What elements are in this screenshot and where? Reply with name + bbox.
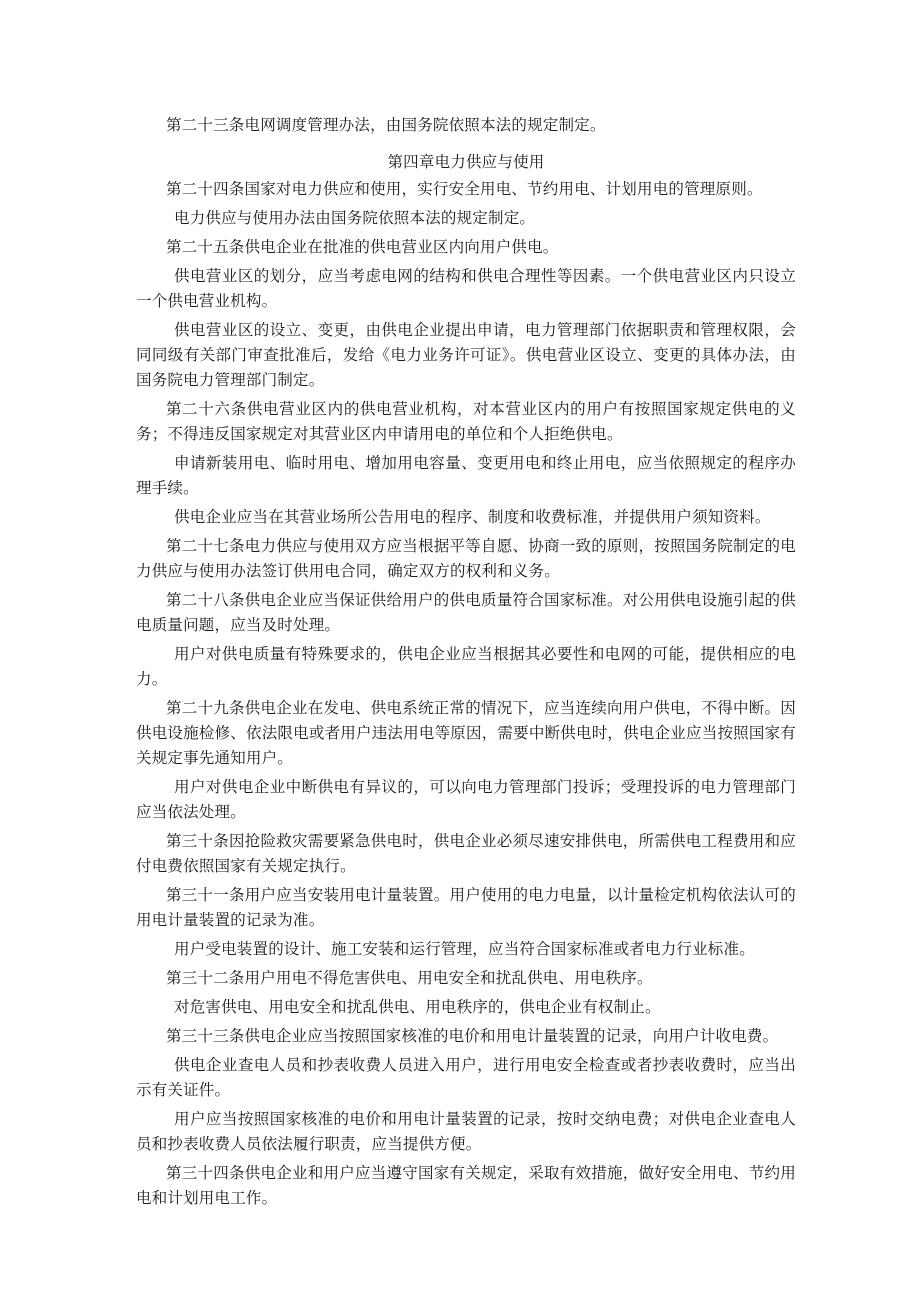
article-30-paragraph: 第三十条因抢险救灾需要紧急供电时，供电企业必须尽速安排供电，所需供电工程费用和应付电费依照国家有关规定执行。 bbox=[136, 832, 796, 875]
article-33-paragraph: 第三十三条供电企业应当按照国家核准的电价和用电计量装置的记录，向用户计收电费。 bbox=[166, 1027, 779, 1045]
document-body bbox=[136, 113, 796, 1211]
article-25-paragraph: 第二十五条供电企业在批准的供电营业区内向用户供电。 bbox=[166, 238, 559, 256]
paragraph: 供电营业区的设立、变更，由供电企业提出申请，电力管理部门依据职责和管理权限，会同同级有关部门审查批准后，发给《电力业务许可证》。供电营业区设立、变更的具体办法，由国务院电力管理部门制定。 bbox=[136, 321, 796, 389]
article-28-paragraph: 第二十八条供电企业应当保证供给用户的供电质量符合国家标准。对公用供电设施引起的供电质量问题，应当及时处理。 bbox=[136, 591, 796, 634]
article-32-paragraph: 第三十二条用户用电不得危害供电、用电安全和扰乱供电、用电秩序。 bbox=[166, 969, 653, 987]
paragraph: 用户对供电企业中断供电有异议的，可以向电力管理部门投诉；受理投诉的电力管理部门应当依法处理。 bbox=[136, 778, 796, 821]
article-23-paragraph: 第二十三条电网调度管理办法，由国务院依照本法的规定制定。 bbox=[166, 116, 606, 134]
paragraph: 供电企业应当在其营业场所公告用电的程序、制度和收费标准，并提供用户须知资料。 bbox=[174, 508, 771, 526]
paragraph: 对危害供电、用电安全和扰乱供电、用电秩序的，供电企业有权制止。 bbox=[174, 998, 661, 1016]
paragraph: 供电营业区的划分，应当考虑电网的结构和供电合理性等因素。一个供电营业区内只设立一个供电营业机构。 bbox=[136, 267, 796, 310]
paragraph: 供电企业查电人员和抄表收费人员进入用户，进行用电安全检查或者抄表收费时，应当出示有关证件。 bbox=[136, 1056, 796, 1099]
chapter-title: 第四章电力供应与使用 bbox=[387, 153, 545, 171]
paragraph: 电力供应与使用办法由国务院依照本法的规定制定。 bbox=[174, 209, 536, 227]
article-34-paragraph: 第三十四条供电企业和用户应当遵守国家有关规定，采取有效措施，做好安全用电、节约用电和计划用电工作。 bbox=[136, 1164, 796, 1207]
article-31-paragraph: 第三十一条用户应当安装用电计量装置。用户使用的电力电量，以计量检定机构依法认可的用电计量装置的记录为准。 bbox=[136, 886, 796, 929]
paragraph: 用户应当按照国家核准的电价和用电计量装置的记录，按时交纳电费；对供电企业查电人员和抄表收费人员依法履行职责，应当提供方便。 bbox=[136, 1110, 796, 1153]
article-27-paragraph: 第二十七条电力供应与使用双方应当根据平等自愿、协商一致的原则，按照国务院制定的电力供应与使用办法签订供用电合同，确定双方的权利和义务。 bbox=[136, 537, 796, 580]
article-26-paragraph: 第二十六条供电营业区内的供电营业机构，对本营业区内的用户有按照国家规定供电的义务；不得违反国家规定对其营业区内申请用电的单位和个人拒绝供电。 bbox=[136, 400, 796, 443]
article-29-paragraph: 第二十九条供电企业在发电、供电系统正常的情况下，应当连续向用户供电，不得中断。因供电设施检修、依法限电或者用户违法用电等原因，需要中断供电时，供电企业应当按照国家有关规定事先通知用户。 bbox=[136, 699, 796, 767]
paragraph: 用户对供电质量有特殊要求的，供电企业应当根据其必要性和电网的可能，提供相应的电力。 bbox=[136, 645, 796, 688]
article-24-paragraph: 第二十四条国家对电力供应和使用，实行安全用电、节约用电、计划用电的管理原则。 bbox=[166, 180, 763, 198]
paragraph: 申请新装用电、临时用电、增加用电容量、变更用电和终止用电，应当依照规定的程序办理手续。 bbox=[136, 454, 796, 497]
paragraph: 用户受电装置的设计、施工安装和运行管理，应当符合国家标准或者电力行业标准。 bbox=[174, 940, 755, 958]
